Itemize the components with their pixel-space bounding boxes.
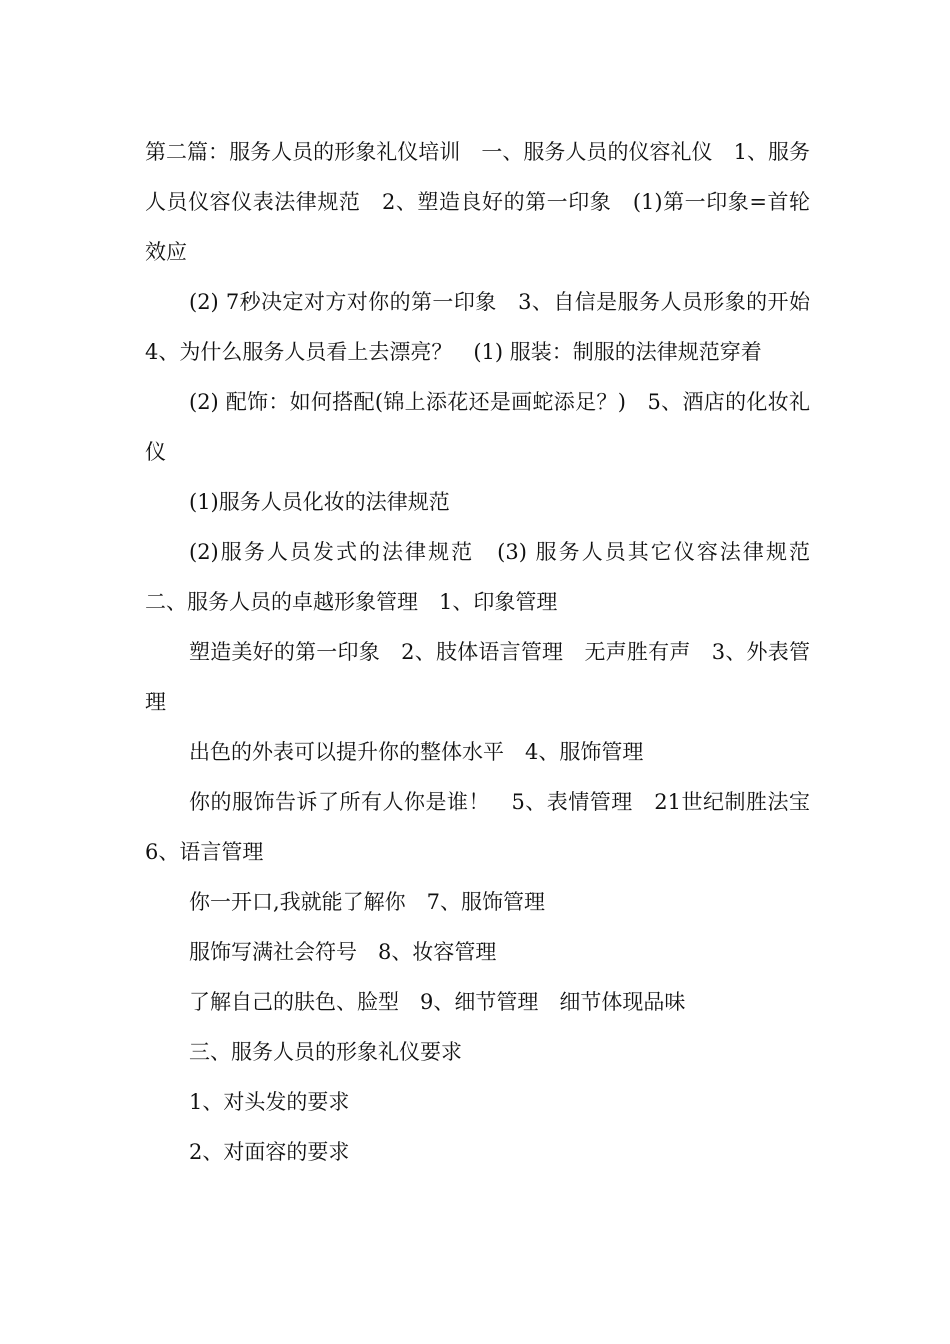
- paragraph-10: 服饰写满社会符号 8、妆容管理: [189, 940, 497, 964]
- paragraph-7: 出色的外表可以提升你的整体水平 4、服饰管理: [189, 740, 644, 764]
- paragraph-9: 你一开口,我就能了解你 7、服饰管理: [189, 890, 546, 914]
- document-body: [145, 127, 831, 1177]
- paragraph-11: 了解自己的肤色、脸型 9、细节管理 细节体现品味: [189, 990, 686, 1014]
- paragraph-8: 你的服饰告诉了所有人你是谁！ 5、表情管理 21世纪制胜法宝 6、语言管理: [145, 790, 831, 864]
- paragraph-4: (1)服务人员化妆的法律规范: [189, 490, 450, 514]
- paragraph-6: 塑造美好的第一印象 2、肢体语言管理 无声胜有声 3、外表管理: [145, 640, 810, 714]
- paragraph-3: (2) 配饰：如何搭配(锦上添花还是画蛇添足？) 5、酒店的化妆礼仪: [145, 390, 810, 464]
- paragraph-1: 第二篇：服务人员的形象礼仪培训 一、服务人员的仪容礼仪 1、服务人员仪容仪表法律规范 2、塑造良好的第一印象 (1)第一印象=首轮效应: [145, 140, 810, 264]
- paragraph-2: (2) 7秒决定对方对你的第一印象 3、自信是服务人员形象的开始 4、为什么服务人员看上去漂亮？ (1) 服装：制服的法律规范穿着: [145, 290, 831, 364]
- paragraph-13: 1、对头发的要求: [189, 1090, 350, 1114]
- paragraph-5: (2)服务人员发式的法律规范 (3) 服务人员其它仪容法律规范 二、服务人员的卓越形象管理 1、印象管理: [145, 540, 831, 614]
- paragraph-12: 三、服务人员的形象礼仪要求: [189, 1040, 462, 1064]
- paragraph-14: 2、对面容的要求: [189, 1140, 350, 1164]
